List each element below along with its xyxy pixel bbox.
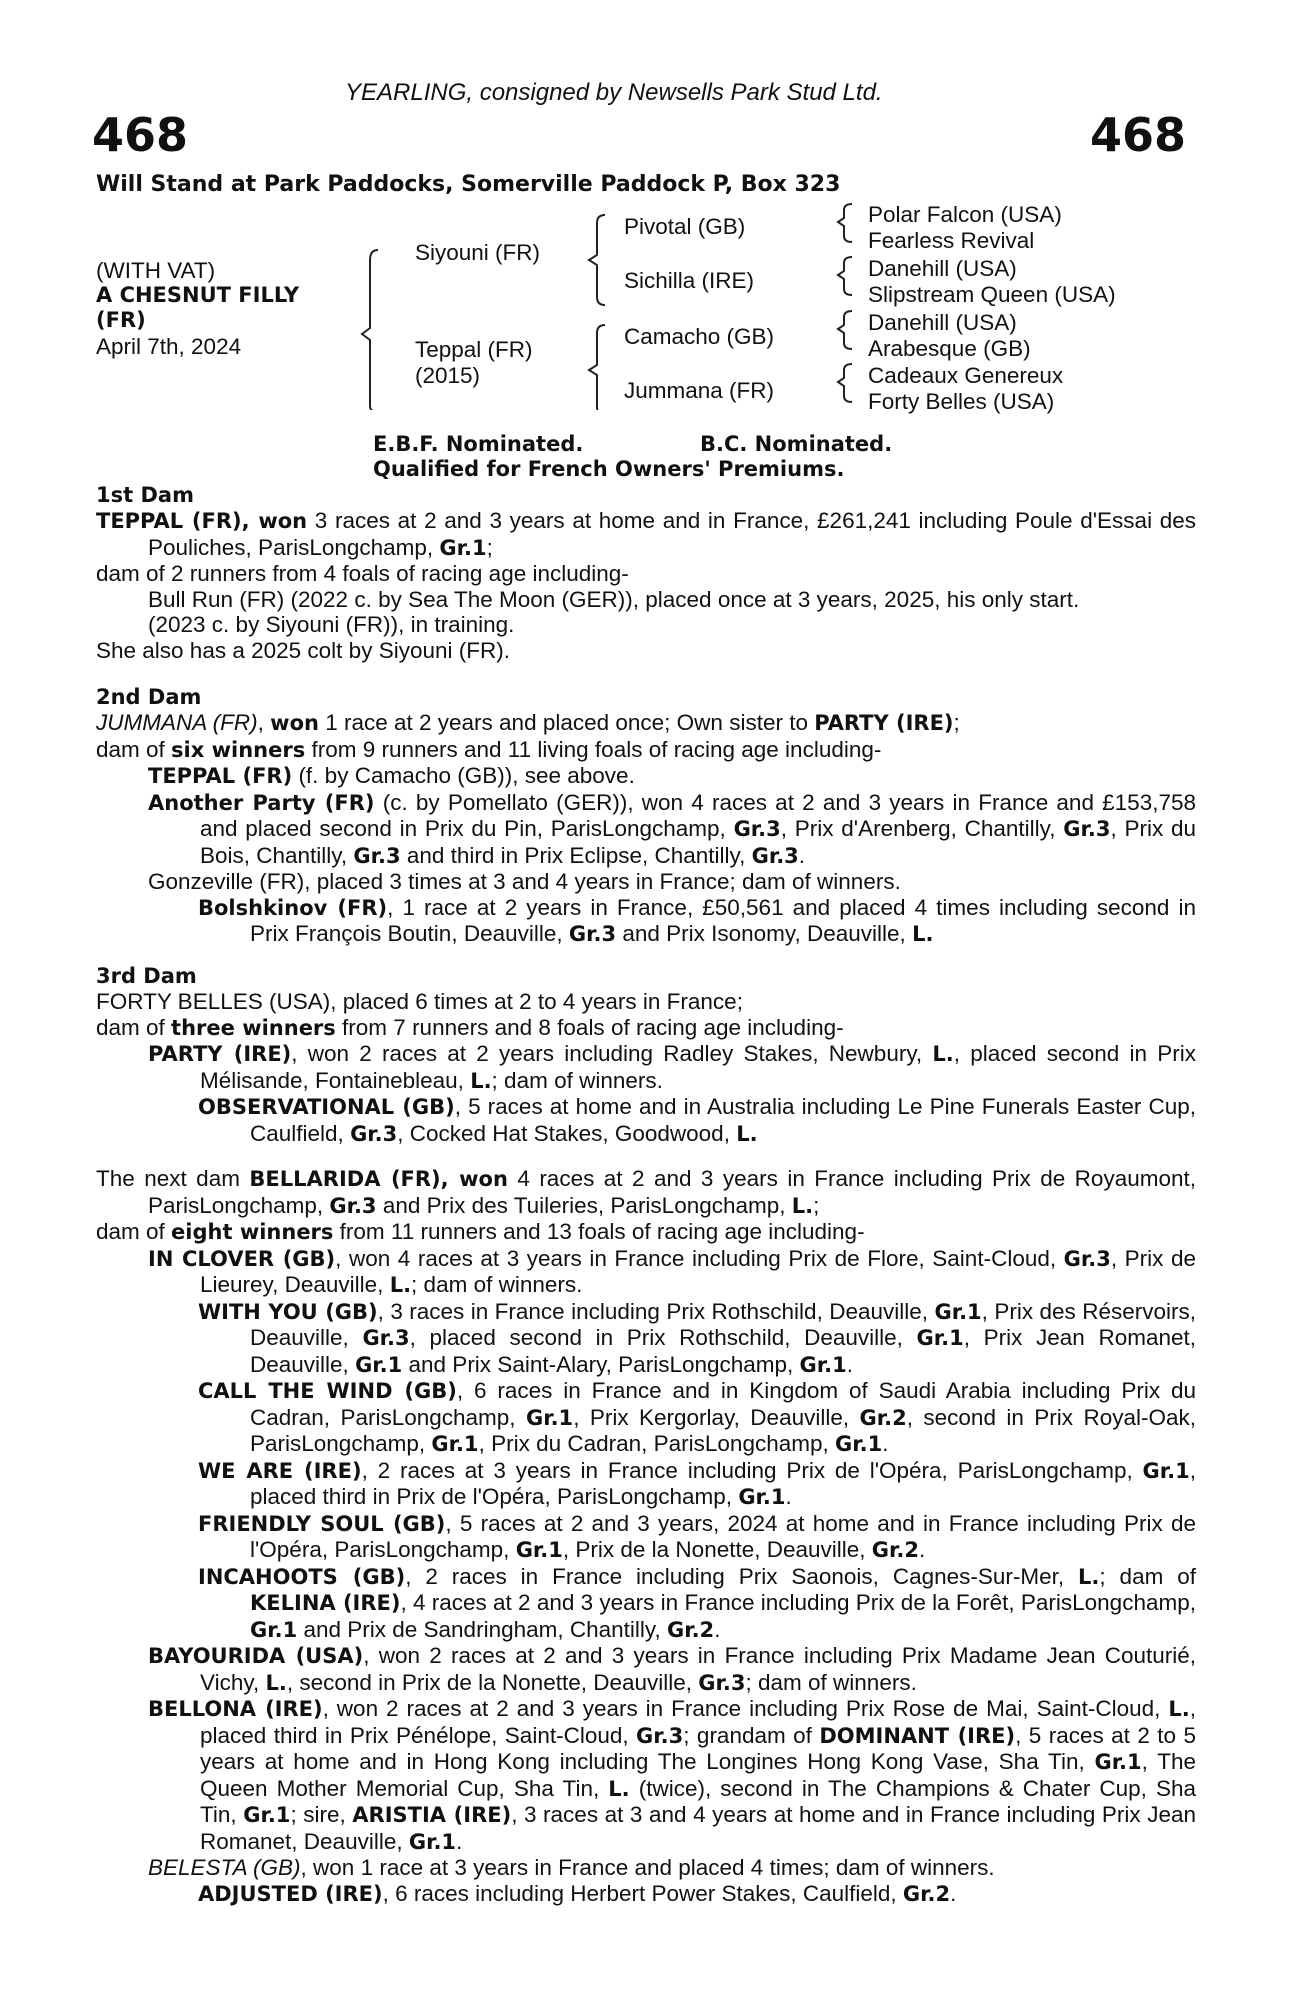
first-dam-record: TEPPAL (FR), won 3 races at 2 and 3 years at home and in France, £261,241 including Poule d'Essai des Pouliches, ParisLongchamp, Gr.1; — [96, 508, 1197, 560]
lot-number-left: 468 — [92, 108, 189, 162]
third-dam-record: FORTY BELLES (USA), placed 6 times at 2 to 4 years in France; — [96, 989, 743, 1014]
ancestor-dsd: Arabesque (GB) — [868, 336, 1031, 361]
ancestor-sdd: Slipstream Queen (USA) — [868, 282, 1116, 307]
ancestor-ddd: Forty Belles (USA) — [868, 389, 1055, 414]
second-dam-section — [96, 710, 1196, 948]
produce-with-you: WITH YOU (GB), 3 races in France including Prix Rothschild, Deauville, Gr.1, Prix des Réservoirs, Deauville, Gr.3, placed second in Prix Rothschild, Deauville, Gr.1, Prix Jean Romanet, Deauville, Gr.1 and Prix Saint-Alary, ParisLongchamp, Gr.1. — [198, 1298, 1196, 1377]
produce-bolshkinov: Bolshkinov (FR), 1 race at 2 years in France, £50,561 and placed 4 times including second in Prix François Boutin, Deauville, Gr.3 and Prix Isonomy, Deauville, L. — [198, 894, 1196, 946]
produce-adjusted: ADJUSTED (IRE), 6 races including Herbert Power Stakes, Caulfield, Gr.2. — [198, 1880, 957, 1906]
second-dam-heading: 2nd Dam — [96, 685, 202, 709]
consignor-line: YEARLING, consigned by Newsells Park Stud Ltd. — [345, 79, 883, 106]
ancestor-ssd: Fearless Revival — [868, 228, 1035, 253]
next-dam-record: The next dam BELLARIDA (FR), won 4 races at 2 and 3 years in France including Prix de Royaumont, ParisLongchamp, Gr.3 and Prix des Tuileries, ParisLongchamp, L.; — [96, 1166, 1196, 1218]
dam-of-line: dam of 2 runners from 4 foals of racing age including- — [96, 561, 629, 586]
produce-in-clover: IN CLOVER (GB), won 4 races at 3 years in France including Prix de Flore, Saint-Cloud, Gr.3, Prix de Lieurey, Deauville, L.; dam of winners. — [148, 1245, 1196, 1297]
produce-party: PARTY (IRE), won 2 races at 2 years including Radley Stakes, Newbury, L., placed second in Prix Mélisande, Fontainebleau, L.; dam of winners. — [148, 1041, 1197, 1093]
first-dam-heading: 1st Dam — [96, 483, 194, 507]
horse-description: A CHESNUT FILLY — [96, 283, 300, 307]
produce-incahoots: INCAHOOTS (GB), 2 races in France including Prix Saonois, Cagnes-Sur-Mer, L.; dam of KELINA (IRE), 4 races at 2 and 3 years in France including Prix de la Forêt, ParisLongchamp, Gr.1 and Prix de Sandringham, Chantilly, Gr.2. — [198, 1563, 1196, 1642]
next-dam-section — [96, 1166, 1196, 1907]
won-label: won — [258, 509, 308, 533]
lot-number-right: 468 — [1090, 108, 1187, 162]
sire-sire: Pivotal (GB) — [624, 214, 746, 239]
dam-sire: Camacho (GB) — [624, 324, 775, 349]
grade: Gr.1 — [439, 535, 487, 560]
produce-teppal: TEPPAL (FR) (f. by Camacho (GB)), see above. — [148, 763, 635, 788]
next-dam-of: dam of eight winners from 11 runners and 13 foals of racing age including- — [96, 1219, 865, 1244]
third-dam-section — [96, 989, 1196, 1147]
produce-another-party: Another Party (FR) (c. by Pomellato (GER)), won 4 races at 2 and 3 years in France and £153,758 and placed second in Prix du Pin, ParisLongchamp, Gr.3, Prix d'Arenberg, Chantilly, Gr.3, Prix du Bois, Chantilly, Gr.3 and third in Prix Eclipse, Chantilly, Gr.3. — [148, 789, 1197, 868]
third-dam-heading: 3rd Dam — [96, 964, 197, 988]
produce-call-the-wind: CALL THE WIND (GB), 6 races in France and in Kingdom of Saudi Arabia including Prix du Cadran, ParisLongchamp, Gr.1, Prix Kergorlay, Deauville, Gr.2, second in Prix Royal-Oak, ParisLongchamp, Gr.1, Prix du Cadran, ParisLongchamp, Gr.1. — [198, 1378, 1196, 1456]
produce-we-are: WE ARE (IRE), 2 races at 3 years in France including Prix de l'Opéra, ParisLongchamp, Gr.1, placed third in Prix de l'Opéra, ParisLongchamp, Gr.1. — [198, 1457, 1196, 1509]
produce-friendly-soul: FRIENDLY SOUL (GB), 5 races at 2 and 3 years, 2024 at home and in France including Prix de l'Opéra, ParisLongchamp, Gr.1, Prix de la Nonette, Deauville, Gr.2. — [198, 1510, 1196, 1562]
stand-location: Will Stand at Park Paddocks, Somerville Paddock P, Box 323 — [96, 172, 841, 197]
produce-belesta: BELESTA (GB), won 1 race at 3 years in France and placed 4 times; dam of winners. — [148, 1855, 995, 1880]
sire: Siyouni (FR) — [415, 240, 541, 265]
third-dam-of: dam of three winners from 7 runners and 8 foals of racing age including- — [96, 1014, 844, 1040]
first-dam-section — [96, 508, 1196, 663]
offspring-1: Bull Run (FR) (2022 c. by Sea The Moon (GER)), placed once at 3 years, 2025, his only start. — [148, 586, 1080, 612]
produce-bayourida: BAYOURIDA (USA), won 2 races at 2 and 3 years in France including Prix Madame Jean Couturié, Vichy, L., second in Prix de la Nonette, Deauville, Gr.3; dam of winners. — [148, 1643, 1196, 1695]
dam-name: TEPPAL (FR) — [96, 509, 242, 533]
pedigree-brackets-outer — [830, 200, 860, 420]
vat-note: (WITH VAT) — [96, 258, 216, 283]
ancestor-sds: Danehill (USA) — [868, 256, 1017, 281]
bc-nomination: B.C. Nominated. — [700, 432, 893, 456]
second-dam-record: JUMMANA (FR), won 1 race at 2 years and placed once; Own sister to PARTY (IRE); — [96, 710, 960, 735]
horse-country: (FR) — [96, 308, 146, 332]
also-has-line: She also has a 2025 colt by Siyouni (FR). — [96, 637, 510, 663]
foaling-date: April 7th, 2024 — [96, 334, 242, 359]
dam-dam: Jummana (FR) — [624, 378, 775, 403]
ancestor-dss: Danehill (USA) — [868, 310, 1017, 335]
ancestor-sss: Polar Falcon (USA) — [868, 202, 1062, 227]
produce-gonzeville: Gonzeville (FR), placed 3 times at 3 and 4 years in France; dam of winners. — [148, 869, 901, 894]
second-dam-of: dam of six winners from 9 runners and 11 living foals of racing age including- — [96, 736, 882, 762]
offspring-2: (2023 c. by Siyouni (FR)), in training. — [148, 612, 515, 637]
produce-bellona: BELLONA (IRE), won 2 races at 2 and 3 years in France including Prix Rose de Mai, Saint-Cloud, L., placed third in Prix Pénélope, Saint-Cloud, Gr.3; grandam of DOMINANT (IRE), 5 races at 2 to 5 years at home and in Hong Kong including The Longines Hong Kong Vase, Sha Tin, Gr.1, The Queen Mother Memorial Cup, Sha Tin, L. (twice), second in The Champions & Chater Cup, Sha Tin, Gr.1; sire, ARISTIA (IRE), 3 races at 3 and 4 years at home and in France including Prix Jean Romanet, Deauville, Gr.1. — [148, 1696, 1197, 1854]
ancestor-dds: Cadeaux Genereux — [868, 363, 1064, 388]
dam-year: (2015) — [415, 363, 481, 388]
sire-dam: Sichilla (IRE) — [624, 268, 755, 293]
ebf-nomination: E.B.F. Nominated. — [373, 432, 584, 456]
produce-observational: OBSERVATIONAL (GB), 5 races at home and in Australia including Le Pine Funerals Easter Cup, Caulfield, Gr.3, Cocked Hat Stakes, Goodwood, L. — [198, 1094, 1196, 1146]
dam: Teppal (FR) — [415, 337, 533, 362]
french-premiums: Qualified for French Owners' Premiums. — [373, 457, 845, 481]
